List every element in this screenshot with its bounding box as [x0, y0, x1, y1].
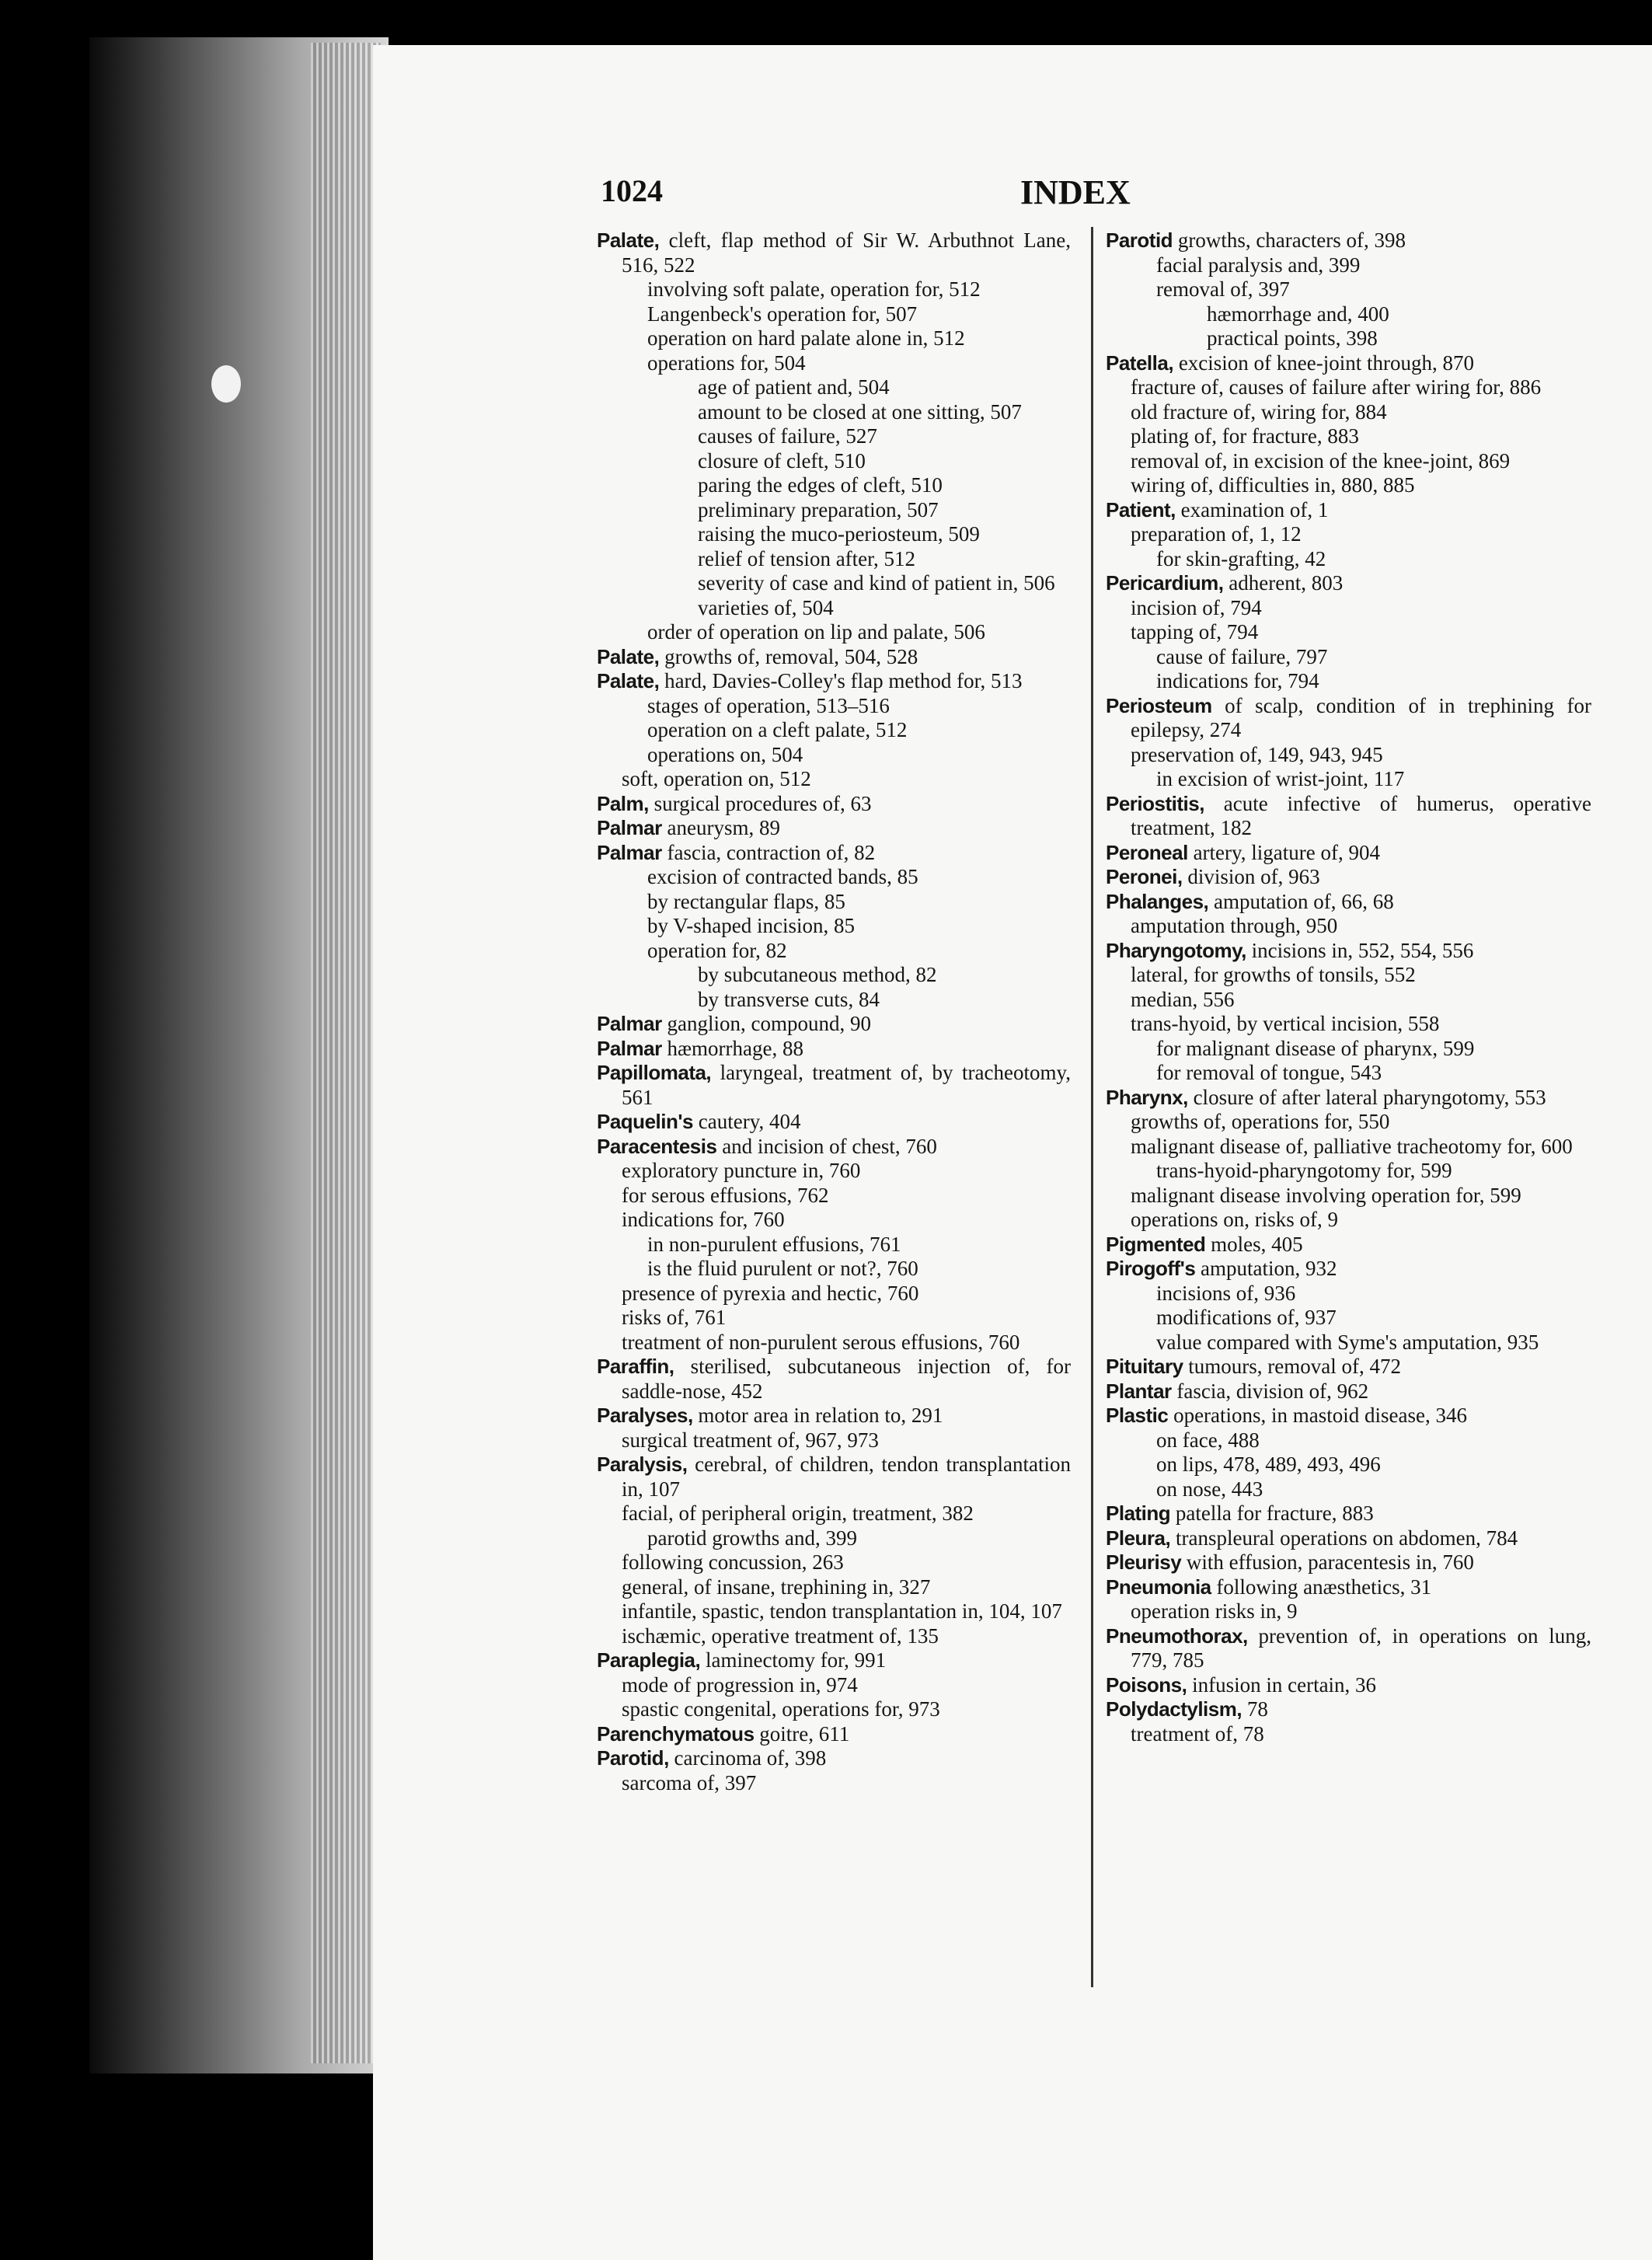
index-entry — [597, 1428, 1071, 1453]
index-entry — [1106, 743, 1591, 768]
index-entry-text: amputation through, 950 — [1131, 914, 1338, 937]
index-entry — [1106, 1501, 1591, 1526]
index-entry — [1106, 1159, 1591, 1184]
index-entry-headword: Poisons, — [1106, 1672, 1187, 1697]
page-number: 1024 — [601, 173, 663, 208]
index-entry — [597, 547, 1071, 572]
index-entry-text: on face, 488 — [1156, 1428, 1260, 1452]
index-entry — [597, 1159, 1071, 1184]
index-entry-text: median, 556 — [1131, 987, 1235, 1011]
index-entry-text: tumours, removal of, 472 — [1183, 1355, 1401, 1378]
index-entry-headword: Pneumonia — [1106, 1575, 1211, 1599]
index-entry — [1106, 1526, 1591, 1551]
index-entry-text: moles, 405 — [1205, 1232, 1303, 1256]
index-entry-text: operations on, risks of, 9 — [1131, 1208, 1338, 1231]
index-entry — [1106, 1012, 1591, 1037]
index-entry — [597, 424, 1071, 449]
index-entry-text: closure of after lateral pharyngotomy, 553 — [1187, 1085, 1546, 1109]
index-entry-headword: Peronei, — [1106, 865, 1183, 888]
index-column-left — [597, 228, 1071, 1795]
index-entry — [597, 1257, 1071, 1282]
index-entry-headword: Plantar — [1106, 1379, 1172, 1403]
index-entry-text: paring the edges of cleft, 510 — [698, 473, 943, 497]
index-entry — [1106, 424, 1591, 449]
index-entry-text: wiring of, difficulties in, 880, 885 — [1131, 473, 1415, 497]
index-entry — [597, 375, 1071, 400]
index-entry — [597, 1453, 1071, 1501]
index-entry-text: carcinoma of, 398 — [668, 1746, 827, 1770]
index-entry-text: and incision of chest, 760 — [716, 1134, 937, 1158]
index-entry-text: facial paralysis and, 399 — [1156, 253, 1361, 277]
index-entry-text: fascia, division of, 962 — [1171, 1379, 1369, 1403]
index-entry — [597, 228, 1071, 277]
index-entry-text: amputation of, 66, 68 — [1208, 889, 1394, 913]
index-entry-text: causes of failure, 527 — [698, 424, 877, 448]
index-entry-text: malignant disease of, palliative tracheotomy for, 600 — [1131, 1134, 1573, 1158]
index-entry — [597, 1282, 1071, 1306]
index-entry — [1106, 1428, 1591, 1453]
index-entry-text: for malignant disease of pharynx, 599 — [1156, 1036, 1475, 1060]
index-entry — [1106, 571, 1591, 596]
index-entry-text: operation on hard palate alone in, 512 — [647, 326, 965, 350]
index-entry-headword: Patient, — [1106, 497, 1176, 521]
index-entry — [1106, 1550, 1591, 1575]
index-entry-text: involving soft palate, operation for, 512 — [647, 277, 981, 301]
index-entry-headword: Palate, — [597, 228, 660, 252]
index-entry-text: operation risks in, 9 — [1131, 1599, 1298, 1623]
index-entry — [597, 1233, 1071, 1257]
index-entry-text: lateral, for growths of tonsils, 552 — [1131, 963, 1416, 986]
index-entry-text: artery, ligature of, 904 — [1187, 840, 1380, 864]
index-entry-text: preliminary preparation, 507 — [698, 497, 939, 521]
index-entry — [1106, 302, 1591, 327]
index-column-right — [1106, 228, 1591, 1746]
index-entry-headword: Paraplegia, — [597, 1648, 701, 1672]
index-entry — [1106, 253, 1591, 278]
page-header — [601, 173, 1137, 219]
index-entry-text: for serous effusions, 762 — [622, 1183, 829, 1207]
index-entry-text: indications for, 794 — [1156, 669, 1319, 692]
index-entry-text: hæmorrhage and, 400 — [1207, 302, 1389, 326]
index-entry-text: modifications of, 937 — [1156, 1306, 1337, 1329]
index-entry-text: closure of cleft, 510 — [698, 448, 866, 473]
index-entry-headword: Pituitary — [1106, 1355, 1183, 1378]
index-entry — [597, 620, 1071, 645]
index-entry-text: by V-shaped incision, 85 — [647, 914, 855, 937]
index-entry — [597, 1648, 1071, 1673]
index-entry — [597, 1722, 1071, 1747]
index-entry — [597, 277, 1071, 302]
index-entry — [597, 1404, 1071, 1428]
index-entry-text: motor area in relation to, 291 — [692, 1404, 943, 1427]
index-entry — [597, 694, 1071, 719]
index-entry — [1106, 1697, 1591, 1722]
index-entry — [597, 792, 1071, 817]
index-entry-text: growths of, removal, 504, 528 — [659, 644, 918, 668]
index-entry-headword: Papillomata, — [597, 1061, 712, 1084]
index-entry-text: fascia, contraction of, 82 — [661, 840, 876, 864]
index-entry — [1106, 620, 1591, 645]
index-entry-text: prevention of, in operations on lung, 779, 785 — [1131, 1624, 1591, 1672]
index-entry — [597, 1526, 1071, 1551]
index-entry-text: mode of progression in, 974 — [622, 1672, 858, 1697]
index-entry — [1106, 865, 1591, 890]
index-entry-headword: Parenchymatous — [597, 1721, 755, 1746]
index-entry — [597, 1501, 1071, 1526]
index-entry-headword: Patella, — [1106, 351, 1174, 375]
index-entry-text: patella for fracture, 883 — [1170, 1501, 1374, 1525]
index-entry-text: goitre, 611 — [754, 1721, 850, 1746]
index-entry — [597, 302, 1071, 327]
index-entry — [597, 326, 1071, 351]
index-entry-headword: Palmar — [597, 816, 662, 839]
index-entry-text: removal of, 397 — [1156, 277, 1290, 301]
index-entry-text: preparation of, 1, 12 — [1131, 522, 1302, 546]
index-entry — [1106, 1037, 1591, 1062]
index-entry-text: operations, in mastoid disease, 346 — [1168, 1404, 1468, 1427]
index-entry — [597, 1037, 1071, 1062]
index-entry — [597, 718, 1071, 743]
index-entry-text: presence of pyrexia and hectic, 760 — [622, 1281, 919, 1305]
index-entry-text: surgical treatment of, 967, 973 — [622, 1428, 879, 1452]
index-entry-headword: Paquelin's — [597, 1110, 693, 1133]
index-entry-headword: Pneumothorax, — [1106, 1624, 1248, 1648]
index-entry-text: division of, 963 — [1182, 865, 1320, 888]
index-entry-text: by rectangular flaps, 85 — [647, 889, 845, 913]
index-entry-text: exploratory puncture in, 760 — [622, 1159, 861, 1182]
index-entry — [597, 1331, 1071, 1355]
index-entry — [597, 1110, 1071, 1135]
index-entry-text: raising the muco-periosteum, 509 — [698, 522, 980, 546]
index-entry-text: Langenbeck's operation for, 507 — [647, 302, 918, 326]
index-entry-headword: Pigmented — [1106, 1232, 1206, 1256]
index-entry — [597, 400, 1071, 425]
index-entry — [1106, 1722, 1591, 1747]
index-entry-text: risks of, 761 — [622, 1306, 727, 1329]
index-entry-headword: Periosteum — [1106, 693, 1212, 717]
index-entry-text: varieties of, 504 — [698, 595, 834, 619]
index-entry-text: malignant disease involving operation for, 599 — [1131, 1183, 1521, 1207]
index-entry-headword: Paralysis, — [597, 1453, 688, 1476]
index-entry — [1106, 449, 1591, 474]
index-entry-text: stages of operation, 513–516 — [647, 693, 890, 717]
index-entry — [1106, 939, 1591, 964]
index-entry — [1106, 963, 1591, 988]
index-entry-text: 78 — [1242, 1697, 1268, 1721]
index-entry — [1106, 1453, 1591, 1477]
index-entry-text: excision of knee-joint through, 870 — [1173, 351, 1474, 375]
index-entry-text: examination of, 1 — [1175, 497, 1329, 521]
index-entry-text: infusion in certain, 36 — [1187, 1672, 1377, 1697]
index-entry-headword: Phalanges, — [1106, 889, 1209, 913]
index-entry-headword: Plastic — [1106, 1404, 1169, 1427]
index-entry — [1106, 1575, 1591, 1600]
index-entry-text: growths of, operations for, 550 — [1131, 1110, 1390, 1133]
index-entry-text: relief of tension after, 512 — [698, 546, 916, 570]
index-entry-text: tapping of, 794 — [1131, 620, 1259, 643]
index-entry-headword: Pirogoff's — [1106, 1257, 1196, 1280]
index-entry — [597, 1208, 1071, 1233]
index-entry — [597, 1771, 1071, 1796]
index-entry-text: with effusion, paracentesis in, 760 — [1181, 1550, 1474, 1574]
index-entry — [1106, 694, 1591, 743]
index-entry — [597, 914, 1071, 939]
index-entry-text: in excision of wrist-joint, 117 — [1156, 767, 1405, 790]
index-entry — [597, 473, 1071, 498]
index-entry-text: is the fluid purulent or not?, 760 — [647, 1257, 918, 1280]
index-entry — [1106, 988, 1591, 1013]
index-entry — [597, 1624, 1071, 1649]
index-entry — [597, 1135, 1071, 1160]
index-entry — [597, 1673, 1071, 1698]
index-entry-text: operations for, 504 — [647, 351, 806, 375]
index-entry — [1106, 1379, 1591, 1404]
index-entry-text: operations on, 504 — [647, 742, 803, 766]
index-entry — [1106, 522, 1591, 547]
index-entry-text: aneurysm, 89 — [661, 816, 780, 839]
index-entry — [597, 1575, 1071, 1600]
index-entry-text: old fracture of, wiring for, 884 — [1131, 399, 1387, 424]
index-entry — [1106, 1233, 1591, 1257]
index-entry-text: surgical procedures of, 63 — [648, 791, 872, 815]
index-entry — [597, 1061, 1071, 1110]
index-entry-text: in non-purulent effusions, 761 — [647, 1232, 901, 1256]
index-entry — [1106, 1086, 1591, 1111]
index-entry — [1106, 1624, 1591, 1673]
index-entry — [597, 522, 1071, 547]
index-entry-headword: Palmar — [597, 1036, 662, 1060]
index-entry — [1106, 841, 1591, 866]
index-entry — [1106, 1673, 1591, 1698]
index-entry-text: infantile, spastic, tendon transplantation in, 104, 107 — [622, 1599, 1062, 1623]
index-entry — [597, 841, 1071, 866]
index-entry — [1106, 1599, 1591, 1624]
index-entry — [1106, 645, 1591, 670]
index-entry — [597, 767, 1071, 792]
index-entry-headword: Paraffin, — [597, 1355, 674, 1378]
index-entry — [1106, 1404, 1591, 1428]
index-entry-text: cause of failure, 797 — [1156, 644, 1328, 668]
index-entry-text: excision of contracted bands, 85 — [647, 865, 918, 888]
index-entry-text: laminectomy for, 991 — [700, 1648, 887, 1672]
index-entry-text: fracture of, causes of failure after wiring for, 886 — [1131, 375, 1542, 399]
index-entry — [597, 351, 1071, 376]
index-entry — [597, 1550, 1071, 1575]
index-entry — [1106, 1135, 1591, 1160]
scan-speck — [211, 365, 241, 403]
index-entry-headword: Palate, — [597, 644, 660, 668]
index-entry-text: facial, of peripheral origin, treatment, 382 — [622, 1501, 974, 1525]
index-entry — [597, 449, 1071, 474]
index-entry-text: hard, Davies-Colley's flap method for, 513 — [659, 669, 1023, 692]
index-entry — [597, 1184, 1071, 1208]
index-entry-text: for removal of tongue, 543 — [1156, 1061, 1382, 1084]
index-entry — [1106, 1331, 1591, 1355]
index-entry-text: incision of, 794 — [1131, 595, 1262, 619]
index-entry — [1106, 1061, 1591, 1086]
index-entry-text: general, of insane, trephining in, 327 — [622, 1575, 931, 1599]
index-entry-text: growths, characters of, 398 — [1173, 228, 1406, 252]
index-entry — [1106, 400, 1591, 425]
index-entry-text: laryngeal, treatment of, by tracheotomy, 561 — [622, 1061, 1071, 1109]
index-entry-text: trans-hyoid, by vertical incision, 558 — [1131, 1012, 1440, 1035]
index-entry-headword: Palmar — [597, 840, 662, 864]
index-entry-text: age of patient and, 504 — [698, 375, 890, 399]
index-entry — [597, 939, 1071, 964]
index-entry-text: cerebral, of children, tendon transplantation in, 107 — [622, 1453, 1071, 1501]
index-entry — [1106, 792, 1591, 841]
index-entry — [1106, 1257, 1591, 1282]
index-entry-headword: Pharynx, — [1106, 1085, 1188, 1109]
index-entry — [1106, 277, 1591, 302]
index-entry-text: preservation of, 149, 943, 945 — [1131, 742, 1383, 766]
running-head: INDEX — [1020, 173, 1131, 211]
index-entry-text: by subcutaneous method, 82 — [698, 963, 937, 986]
index-entry — [1106, 228, 1591, 253]
index-entry — [597, 865, 1071, 890]
index-entry — [1106, 1477, 1591, 1502]
index-entry-text: acute infective of humerus, operative treatment, 182 — [1131, 791, 1591, 839]
index-entry — [1106, 375, 1591, 400]
index-entry-headword: Pleura, — [1106, 1526, 1171, 1550]
index-entry-text: amount to be closed at one sitting, 507 — [698, 399, 1022, 424]
index-entry-headword: Periostitis, — [1106, 791, 1204, 815]
index-entry — [1106, 669, 1591, 694]
index-entry-text: incisions of, 936 — [1156, 1281, 1296, 1305]
index-entry — [597, 1599, 1071, 1624]
index-entry — [1106, 1306, 1591, 1331]
index-entry — [597, 596, 1071, 621]
index-entry — [597, 890, 1071, 915]
index-entry-headword: Palmar — [597, 1012, 662, 1035]
index-entry-headword: Peroneal — [1106, 840, 1188, 864]
index-entry — [597, 743, 1071, 768]
index-entry-headword: Parotid, — [597, 1746, 669, 1770]
index-entry-text: on nose, 443 — [1156, 1477, 1263, 1501]
index-entry-text: trans-hyoid-pharyngotomy for, 599 — [1156, 1159, 1452, 1182]
index-entry-text: ischæmic, operative treatment of, 135 — [622, 1624, 939, 1648]
index-entry-text: following anæsthetics, 31 — [1211, 1575, 1432, 1599]
index-entry — [597, 816, 1071, 841]
index-entry-text: transpleural operations on abdomen, 784 — [1170, 1526, 1518, 1550]
index-entry — [597, 1355, 1071, 1404]
index-entry-text: following concussion, 263 — [622, 1550, 844, 1574]
index-entry-text: amputation, 932 — [1195, 1257, 1337, 1280]
index-entry-text: practical points, 398 — [1207, 326, 1378, 350]
index-entry — [1106, 1355, 1591, 1379]
index-entry-text: plating of, for fracture, 883 — [1131, 424, 1359, 448]
index-entry — [1106, 890, 1591, 915]
index-entry-text: cautery, 404 — [693, 1110, 801, 1133]
index-entry — [1106, 1208, 1591, 1233]
index-entry-headword: Polydactylism, — [1106, 1697, 1242, 1721]
book-page-edge-texture — [311, 43, 381, 2063]
index-entry — [1106, 596, 1591, 621]
index-entry-text: parotid growths and, 399 — [647, 1526, 857, 1550]
index-entry — [1106, 326, 1591, 351]
index-entry-text: severity of case and kind of patient in, 506 — [698, 571, 1055, 595]
index-entry-text: of scalp, condition of in trephining for epilepsy, 274 — [1131, 693, 1591, 741]
index-entry — [597, 1746, 1071, 1771]
index-entry-headword: Paracentesis — [597, 1134, 717, 1158]
index-entry-text: operation for, 82 — [647, 938, 787, 962]
index-entry — [597, 1306, 1071, 1331]
column-divider-rule — [1091, 227, 1093, 1987]
index-entry-headword: Pharyngotomy, — [1106, 938, 1246, 962]
index-entry — [1106, 1282, 1591, 1306]
index-entry-text: cleft, flap method of Sir W. Arbuthnot Lane, 516, 522 — [622, 228, 1071, 277]
index-entry-text: removal of, in excision of the knee-joint, 869 — [1131, 448, 1511, 473]
index-entry-headword: Paralyses, — [597, 1404, 693, 1427]
index-entry-text: spastic congenital, operations for, 973 — [622, 1697, 940, 1721]
index-entry-text: value compared with Syme's amputation, 935 — [1156, 1330, 1539, 1354]
index-entry — [597, 988, 1071, 1013]
index-entry-text: soft, operation on, 512 — [622, 767, 811, 790]
index-entry-headword: Plating — [1106, 1501, 1171, 1525]
index-entry-headword: Palate, — [597, 669, 660, 692]
index-entry-headword: Pericardium, — [1106, 571, 1224, 595]
index-entry-text: operation on a cleft palate, 512 — [647, 718, 908, 741]
index-entry-text: on lips, 478, 489, 493, 496 — [1156, 1453, 1381, 1476]
index-entry-text: adherent, 803 — [1223, 571, 1344, 595]
index-entry — [597, 645, 1071, 670]
index-entry-text: order of operation on lip and palate, 506 — [647, 620, 985, 643]
index-entry — [597, 571, 1071, 596]
index-entry-text: sarcoma of, 397 — [622, 1770, 757, 1794]
index-entry — [597, 669, 1071, 694]
index-entry — [1106, 1184, 1591, 1208]
index-entry-text: for skin-grafting, 42 — [1156, 546, 1326, 570]
index-entry — [1106, 767, 1591, 792]
index-entry-text: treatment of, 78 — [1131, 1721, 1264, 1746]
index-entry-text: sterilised, subcutaneous injection of, for saddle-nose, 452 — [622, 1355, 1071, 1403]
index-entry-text: hæmorrhage, 88 — [661, 1036, 803, 1060]
index-entry-headword: Pleurisy — [1106, 1550, 1182, 1574]
index-entry-headword: Parotid — [1106, 228, 1173, 252]
index-entry — [597, 963, 1071, 988]
index-entry — [597, 498, 1071, 523]
index-entry — [1106, 547, 1591, 572]
index-entry — [1106, 914, 1591, 939]
index-entry-text: incisions in, 552, 554, 556 — [1246, 938, 1474, 962]
index-entry — [1106, 473, 1591, 498]
index-entry-text: treatment of non-purulent serous effusions, 760 — [622, 1330, 1020, 1354]
index-entry-text: indications for, 760 — [622, 1208, 785, 1231]
index-entry — [1106, 351, 1591, 376]
index-entry — [597, 1012, 1071, 1037]
index-entry — [1106, 1110, 1591, 1135]
index-entry-text: by transverse cuts, 84 — [698, 987, 880, 1011]
index-entry — [597, 1697, 1071, 1722]
index-entry-headword: Palm, — [597, 791, 649, 815]
index-entry-text: ganglion, compound, 90 — [661, 1012, 871, 1035]
index-entry — [1106, 498, 1591, 523]
